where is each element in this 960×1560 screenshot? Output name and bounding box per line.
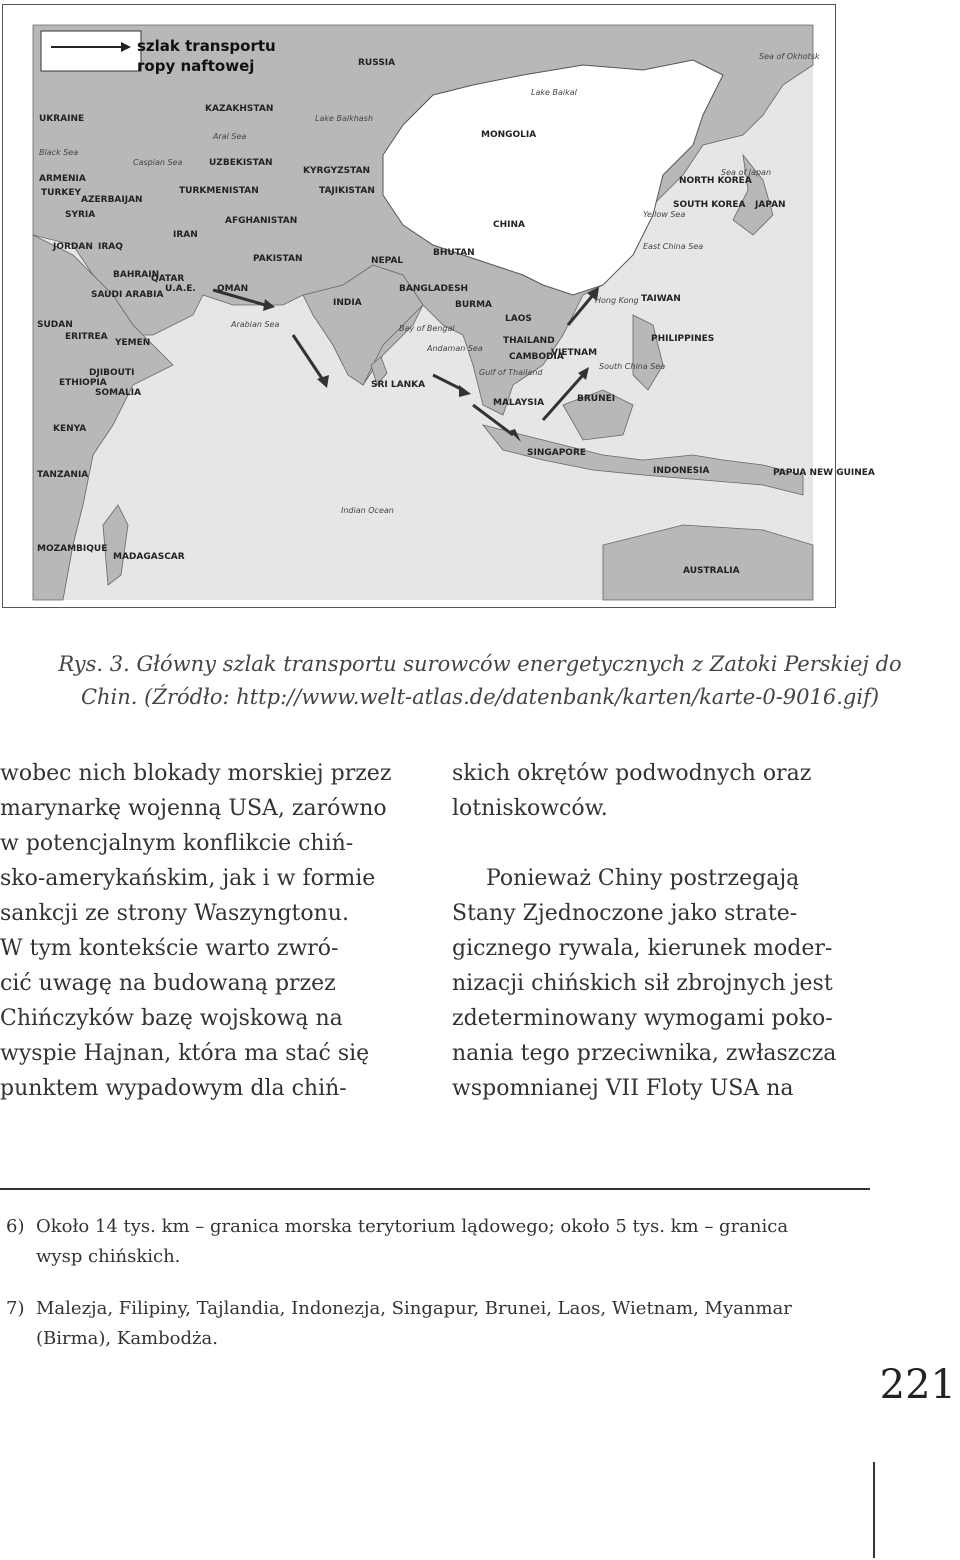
label-cambodia: CAMBODIA — [509, 352, 564, 362]
label-singapore: SINGAPORE — [527, 448, 587, 458]
label-syria: SYRIA — [65, 210, 96, 220]
footnote-text-cont: (Birma), Kambodża. — [36, 1328, 218, 1349]
label-mongolia: MONGOLIA — [481, 130, 537, 140]
label-bahrain: BAHRAIN — [113, 270, 160, 280]
caption-line-2: Chin. (Źródło: http://www.welt-atlas.de/datenbank/karten/karte-0-9016.gif) — [80, 685, 880, 709]
body-line: nizacji chińskich sił zbrojnych jest — [452, 971, 833, 996]
label-ethiopia: ETHIOPIA — [59, 378, 107, 388]
body-line: zdeterminowany wymogami poko- — [452, 1006, 833, 1031]
page-number: 221 — [879, 1362, 956, 1408]
map-graphic — [3, 5, 875, 607]
label-lake-balkhash: Lake Balkhash — [315, 114, 373, 123]
footnote-6 — [6, 1212, 872, 1272]
label-kenya: KENYA — [53, 424, 87, 434]
footnote-number: 7) — [6, 1298, 25, 1319]
label-russia: RUSSIA — [358, 58, 396, 68]
label-iraq: IRAQ — [98, 242, 123, 252]
body-line: wspomnianej VII Floty USA na — [452, 1076, 794, 1101]
body-line: wyspie Hajnan, która ma stać się — [0, 1041, 370, 1066]
label-india: INDIA — [333, 298, 362, 308]
label-kyrgyzstan: KYRGYZSTAN — [303, 166, 371, 176]
label-burma: BURMA — [455, 300, 493, 310]
legend-label-line2: ropy naftowej — [137, 57, 255, 75]
label-pakistan: PAKISTAN — [253, 254, 303, 264]
caption-line-1: Rys. 3. Główny szlak transportu surowców energetycznych z Zatoki Perskiej do — [58, 652, 902, 676]
label-tanzania: TANZANIA — [37, 470, 89, 480]
label-kazakhstan: KAZAKHSTAN — [205, 104, 274, 114]
label-nepal: NEPAL — [371, 256, 404, 266]
figure-caption — [0, 648, 960, 714]
label-eritrea: ERITREA — [65, 332, 108, 342]
label-uzbekistan: UZBEKISTAN — [209, 158, 273, 168]
label-andaman-sea: Andaman Sea — [427, 344, 483, 353]
footnote-text-cont: wysp chińskich. — [36, 1246, 181, 1267]
label-hong-kong: Hong Kong — [595, 296, 639, 305]
label-madagascar: MADAGASCAR — [113, 552, 185, 562]
label-uae: U.A.E. — [165, 284, 196, 294]
label-somalia: SOMALIA — [95, 388, 142, 398]
body-line: sankcji ze strony Waszyngtonu. — [0, 901, 349, 926]
page-margin-rule — [873, 1462, 875, 1558]
label-turkey: TURKEY — [41, 188, 82, 198]
label-black-sea: Black Sea — [39, 148, 79, 157]
body-line: sko-amerykańskim, jak i w formie — [0, 866, 376, 891]
label-sea-of-japan: Sea of Japan — [721, 168, 772, 177]
body-line: marynarkę wojenną USA, zarówno — [0, 796, 387, 821]
label-philippines: PHILIPPINES — [651, 334, 715, 344]
label-yemen: YEMEN — [115, 338, 151, 348]
label-ukraine: UKRAINE — [39, 114, 85, 124]
left-text-column — [0, 756, 420, 1106]
label-vietnam: VIETNAM — [551, 348, 598, 358]
label-oman: OMAN — [217, 284, 249, 294]
body-line: Chińczyków bazę wojskową na — [0, 1006, 343, 1031]
label-north-korea: NORTH KOREA — [679, 176, 752, 186]
label-lake-baikal: Lake Baikal — [531, 88, 577, 97]
legend-box — [41, 31, 141, 71]
label-laos: LAOS — [505, 314, 532, 324]
label-japan: JAPAN — [755, 200, 786, 210]
label-tajikistan: TAJIKISTAN — [319, 186, 375, 196]
body-line: Ponieważ Chiny postrzegają — [486, 866, 800, 891]
footnote-divider — [0, 1188, 870, 1190]
body-line: punktem wypadowym dla chiń- — [0, 1076, 347, 1101]
label-bhutan: BHUTAN — [433, 248, 475, 258]
label-east-china-sea: East China Sea — [643, 242, 704, 251]
footnote-text: Około 14 tys. km – granica morska terytorium lądowego; około 5 tys. km – granica — [36, 1216, 789, 1237]
label-armenia: ARMENIA — [39, 174, 86, 184]
label-malaysia: MALAYSIA — [493, 398, 545, 408]
body-line: gicznego rywala, kierunek moder- — [452, 936, 833, 961]
route-map — [2, 4, 875, 608]
label-australia: AUSTRALIA — [683, 566, 740, 576]
body-line: Stany Zjednoczone jako strate- — [452, 901, 798, 926]
body-line: nania tego przeciwnika, zwłaszcza — [452, 1041, 837, 1066]
label-sea-of-okhotsk: Sea of Okhotsk — [759, 52, 820, 61]
body-line: w potencjalnym konflikcie chiń- — [0, 831, 354, 856]
label-indian-ocean: Indian Ocean — [341, 506, 394, 515]
label-china: CHINA — [493, 220, 525, 230]
label-yellow-sea: Yellow Sea — [643, 210, 686, 219]
right-text-column — [452, 756, 872, 1106]
label-iran: IRAN — [173, 230, 198, 240]
label-mozambique: MOZAMBIQUE — [37, 544, 108, 554]
label-sudan: SUDAN — [37, 320, 73, 330]
label-turkmenistan: TURKMENISTAN — [179, 186, 259, 196]
body-line: wobec nich blokady morskiej przez — [0, 761, 392, 786]
label-azerbaijan: AZERBAIJAN — [81, 195, 143, 205]
label-qatar: QATAR — [151, 274, 185, 284]
label-brunei: BRUNEI — [577, 394, 616, 404]
body-line: skich okrętów podwodnych oraz — [452, 761, 812, 786]
label-bangladesh: BANGLADESH — [399, 284, 469, 294]
label-aral-sea: Aral Sea — [213, 132, 247, 141]
body-line: lotniskowców. — [452, 796, 608, 821]
body-line: cić uwagę na budowaną przez — [0, 971, 336, 996]
label-papua: PAPUA NEW GUINEA — [773, 468, 875, 478]
body-line: W tym kontekście warto zwró- — [0, 936, 339, 961]
label-thailand: THAILAND — [503, 336, 555, 346]
label-indonesia: INDONESIA — [653, 466, 710, 476]
label-bay-of-bengal: Bay of Bengal — [399, 324, 455, 333]
label-taiwan: TAIWAN — [641, 294, 681, 304]
label-sri-lanka: SRI LANKA — [371, 380, 426, 390]
label-arabian-sea: Arabian Sea — [231, 320, 280, 329]
footnote-number: 6) — [6, 1216, 25, 1237]
label-jordan: JORDAN — [53, 242, 93, 252]
label-gulf-of-thailand: Gulf of Thailand — [479, 368, 543, 377]
footnote-7 — [6, 1294, 872, 1354]
label-south-korea: SOUTH KOREA — [673, 200, 746, 210]
label-afghanistan: AFGHANISTAN — [225, 216, 298, 226]
label-caspian-sea: Caspian Sea — [133, 158, 183, 167]
label-djibouti: DJIBOUTI — [89, 368, 135, 378]
label-saudi-arabia: SAUDI ARABIA — [91, 290, 164, 300]
legend-label-line1: szlak transportu — [137, 37, 276, 55]
label-south-china-sea: South China Sea — [599, 362, 666, 371]
footnote-text: Malezja, Filipiny, Tajlandia, Indonezja, Singapur, Brunei, Laos, Wietnam, Myanmar — [36, 1298, 792, 1319]
